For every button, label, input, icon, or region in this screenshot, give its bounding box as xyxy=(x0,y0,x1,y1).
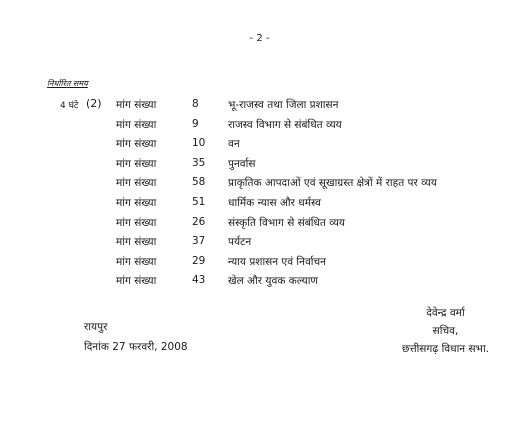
demand-row xyxy=(116,194,496,214)
demand-label: मांग संख्या xyxy=(116,118,157,131)
allotted-time-value: 4 घंटे xyxy=(60,101,79,111)
demand-label: मांग संख्या xyxy=(116,275,157,288)
demand-description: प्राकृतिक आपदाओं एवं सूखाग्रस्त क्षेत्रों में राहत पर व्यय xyxy=(228,177,437,190)
demand-description: न्याय प्रशासन एवं निर्वाचन xyxy=(228,255,327,268)
demand-label: मांग संख्या xyxy=(116,157,157,170)
demand-number: 9 xyxy=(192,117,199,130)
demand-row xyxy=(116,116,496,136)
demand-number: 26 xyxy=(192,215,206,228)
demand-row xyxy=(116,253,496,273)
signatory-name: देवेन्द्र वर्मा xyxy=(426,307,465,319)
demand-row xyxy=(116,214,496,234)
demand-description: संस्कृति विभाग से संबंधित व्यय xyxy=(228,216,345,229)
demand-label: मांग संख्या xyxy=(116,196,157,209)
demand-label: मांग संख्या xyxy=(116,216,157,229)
date-of-issue: दिनांक 27 फरवरी, 2008 xyxy=(84,341,188,353)
place-of-issue: रायपुर xyxy=(84,321,108,333)
demand-description: राजस्व विभाग से संबंधित व्यय xyxy=(228,118,342,131)
demand-number: 37 xyxy=(192,235,206,248)
allotted-time-heading: निर्धारित समय xyxy=(47,79,88,88)
demand-number: 35 xyxy=(192,156,206,169)
demand-label: मांग संख्या xyxy=(116,138,157,151)
demand-number: 43 xyxy=(192,274,206,287)
demand-row xyxy=(116,155,496,175)
demand-row xyxy=(116,272,496,292)
demand-description: वन xyxy=(228,138,240,151)
signature-block xyxy=(402,304,489,358)
demand-row xyxy=(116,174,496,194)
demand-number: 58 xyxy=(192,176,206,189)
demand-list xyxy=(116,96,496,292)
demand-row xyxy=(116,96,496,116)
demand-label: मांग संख्या xyxy=(116,177,157,190)
demand-label: मांग संख्या xyxy=(116,236,157,249)
demand-description: खेल और युवक कल्याण xyxy=(228,275,319,288)
demand-description: पर्यटन xyxy=(228,236,252,249)
demand-row xyxy=(116,135,496,155)
demand-description: पुनर्वास xyxy=(228,157,256,170)
demand-number: 8 xyxy=(192,98,199,110)
demand-number: 51 xyxy=(192,195,206,208)
signatory-office: छत्तीसगढ़ विधान सभा. xyxy=(401,343,489,355)
demand-label: मांग संख्या xyxy=(116,255,157,268)
demand-row xyxy=(116,233,496,253)
demand-label: मांग संख्या xyxy=(116,99,157,111)
demand-number: 29 xyxy=(192,254,206,267)
demand-description: भू-राजस्व तथा जिला प्रशासन xyxy=(228,99,339,111)
signatory-designation: सचिव, xyxy=(432,325,459,337)
page-number: - 2 - xyxy=(249,33,270,44)
item-number: (2) xyxy=(86,97,102,110)
demand-number: 10 xyxy=(192,137,206,150)
demand-description: धार्मिक न्यास और धर्मस्व xyxy=(228,196,321,209)
